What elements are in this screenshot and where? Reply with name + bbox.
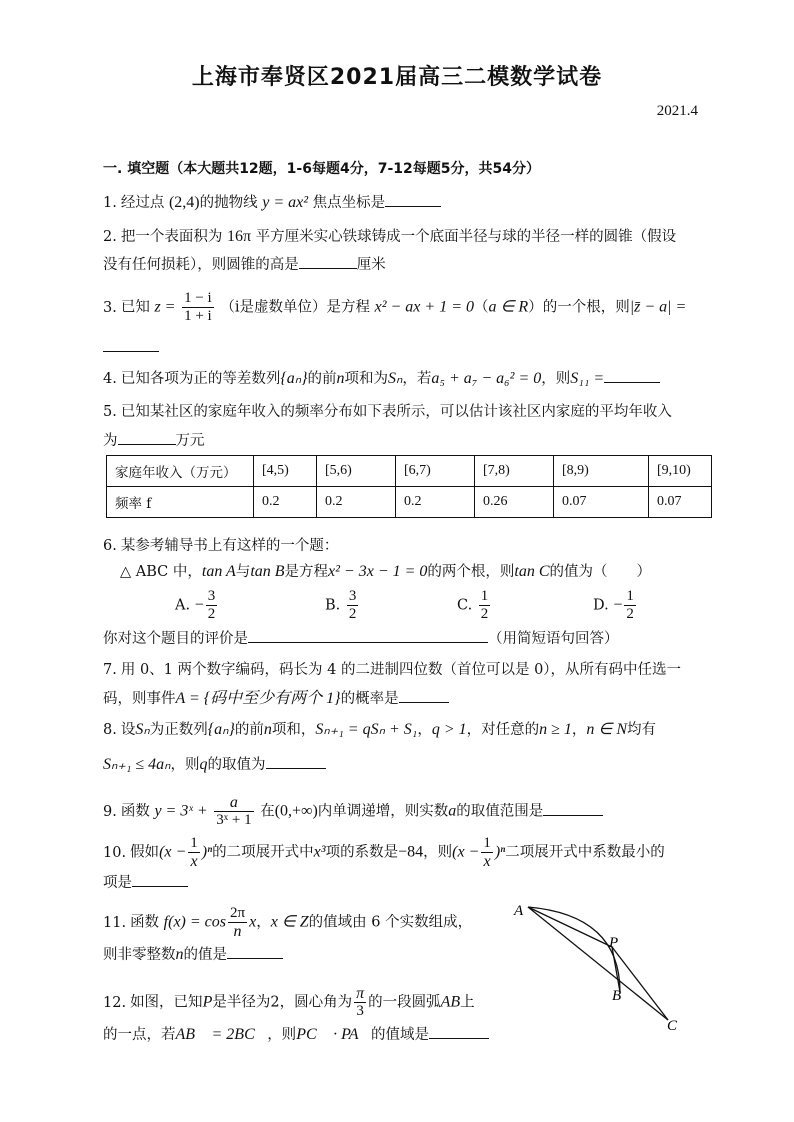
table-cell: 0.07 xyxy=(649,487,712,518)
answer-blank[interactable] xyxy=(399,688,449,703)
answer-blank[interactable] xyxy=(227,944,283,959)
table-cell: 0.2 xyxy=(254,487,317,518)
fraction: $\frac{a}{\text{3ˣ + 1}}$ xyxy=(216,794,252,828)
segment-ac xyxy=(528,907,668,1020)
question-5: 5. 已知某社区的家庭年收入的频率分布如下表所示，可以估计该社区内家庭的平均年收入 xyxy=(103,404,672,420)
option-b[interactable]: B. $\frac{3}{2}$ xyxy=(325,588,357,622)
table-row-label: 频率 f xyxy=(107,487,254,518)
table-cell: [8,9) xyxy=(554,456,649,487)
question-3: 3. 已知 z = $\frac{1 - i}{1 + i}$ （i是虚数单位）是方程 x² − ax + 1 = 0（a ∈ R）的一个根，则|z̄ − a| = xyxy=(103,290,687,324)
question-6-evaluation: 你对这个题目的评价是 （用简短语句回答） xyxy=(103,628,703,649)
question-6: 6. 某参考辅导书上有这样的一个题： xyxy=(103,538,339,554)
question-8: 8. 设Sₙ为正数列{aₙ}的前n项和，Sₙ₊₁ = qSₙ + S₁，q > 1，对任意的n ≥ 1，n ∈ N均有 xyxy=(103,721,656,738)
answer-blank[interactable] xyxy=(132,872,188,887)
table-row xyxy=(107,487,712,518)
label-a: A xyxy=(514,903,524,919)
question-1: 1. 经过点 (2,4)的抛物线 y = ax² 焦点坐标是 xyxy=(103,192,703,213)
table-row xyxy=(107,456,712,487)
question-9: 9. 函数 y = 3ˣ + $\frac{a}{\text{3ˣ + 1}}$ 在(0,+∞)内单调递增，则实数a的取值范围是 xyxy=(103,794,703,829)
table-row-label: 家庭年收入（万元） xyxy=(107,456,254,487)
answer-blank[interactable] xyxy=(103,337,159,352)
question-2-line2: 没有任何损耗），则圆锥的高是 厘米 xyxy=(103,254,703,275)
question-3-line2 xyxy=(103,337,703,358)
fraction: $\frac{1 - i}{1 + i}$ xyxy=(184,290,212,324)
label-c: C xyxy=(667,1018,678,1034)
question-6-stem: △ ABC 中，tan A与tan B是方程x² − 3x − 1 = 0的两个根，则tan C的值为（ ） xyxy=(120,563,652,580)
label-b: B xyxy=(612,988,622,1004)
table-cell: [6,7) xyxy=(396,456,475,487)
answer-blank[interactable] xyxy=(299,254,357,269)
question-12: 12. 如图，已知P是半径为2，圆心角为 $\frac{\pi}{3}$ 的一段圆弧AB上 xyxy=(103,985,475,1019)
segment-pc xyxy=(612,947,668,1020)
label-p: P xyxy=(609,935,619,951)
question-11: 11. 函数 f(x) = cos $\frac{2\pi}{n}$ x，x ∈ Z的值域由 6 个实数组成， xyxy=(103,905,473,940)
arc-ab xyxy=(528,907,620,992)
table-cell: 0.07 xyxy=(554,487,649,518)
table-cell: 0.2 xyxy=(317,487,396,518)
question-7: 7. 用 0、1 两个数字编码，码长为 4 的二进制四位数（首位可以是 0），从所有码中任选一 xyxy=(103,662,682,678)
question-4: 4. 已知各项为正的等差数列{aₙ}的前n项和为Sₙ，若a₅ + a₇ − a₆² = 0，则S₁₁ = xyxy=(103,368,703,389)
question-5-line2: 为 万元 xyxy=(103,430,703,451)
answer-blank[interactable] xyxy=(604,368,660,383)
section-heading: 一. 填空题（本大题共12题，1-6每题4分，7-12每题5分，共54分） xyxy=(103,161,540,177)
question-10-line2: 项是 xyxy=(103,872,703,893)
option-a[interactable]: A. − $\frac{3}{2}$ xyxy=(175,588,216,622)
table-cell: [7,8) xyxy=(475,456,554,487)
page-title: 上海市奉贤区2021届高三二模数学试卷 xyxy=(191,65,603,90)
option-c[interactable]: C. $\frac{1}{2}$ xyxy=(457,588,489,622)
answer-blank[interactable] xyxy=(266,754,326,769)
question-12-line2: 的一点，若AB⃗ = 2BC⃗，则PC⃗ · PA⃗的值域是 xyxy=(103,1024,703,1045)
table-cell: [4,5) xyxy=(254,456,317,487)
question-8-line2: Sₙ₊₁ ≤ 4aₙ，则q的取值为 xyxy=(103,754,703,775)
frequency-table xyxy=(106,455,712,518)
question-7-line2: 码，则事件A = {码中至少有两个 1}的概率是 xyxy=(103,688,703,709)
question-10: 10. 假如(x − $\frac{1}{x}$ )ⁿ的二项展开式中x³项的系数是−84，则(x − $\frac{1}{x}$ )ⁿ二项展开式中系数最小的 xyxy=(103,835,665,870)
answer-blank[interactable] xyxy=(543,801,603,816)
answer-blank[interactable] xyxy=(429,1024,489,1039)
answer-blank[interactable] xyxy=(248,628,488,643)
table-cell: [5,6) xyxy=(317,456,396,487)
question-2: 2. 把一个表面积为 16π 平方厘米实心铁球铸成一个底面半径与球的半径一样的圆锥（假设 xyxy=(103,228,677,245)
table-cell: 0.2 xyxy=(396,487,475,518)
table-cell: [9,10) xyxy=(649,456,712,487)
answer-blank[interactable] xyxy=(118,430,176,445)
option-d[interactable]: D. − $\frac{1}{2}$ xyxy=(593,588,634,622)
question-11-line2: 则非零整数n的值是 xyxy=(103,944,703,965)
segment-pb xyxy=(612,947,620,992)
answer-blank[interactable] xyxy=(385,192,441,207)
exam-date: 2021.4 xyxy=(656,103,698,119)
table-cell: 0.26 xyxy=(475,487,554,518)
arc-figure xyxy=(500,895,700,1040)
